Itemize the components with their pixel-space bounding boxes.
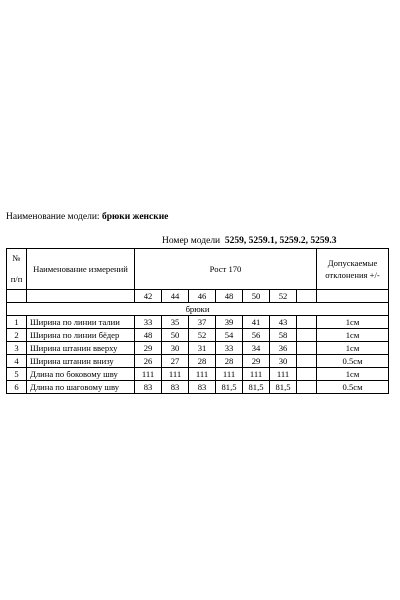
header-number: [7, 249, 27, 290]
row-tolerance: 1см: [317, 316, 389, 329]
header-number-pp: п/п: [10, 274, 23, 284]
sizes-blank-cell: [7, 290, 27, 303]
row-number: 3: [7, 342, 27, 355]
row-value: 56: [243, 329, 270, 342]
row-value: 37: [189, 316, 216, 329]
size-header-cell: 44: [162, 290, 189, 303]
sizes-blank-cell: [317, 290, 389, 303]
row-value: 41: [243, 316, 270, 329]
row-value: 111: [270, 368, 297, 381]
model-name-line: [6, 212, 168, 222]
row-value: 34: [243, 342, 270, 355]
row-number: 5: [7, 368, 27, 381]
row-value: 81,5: [243, 381, 270, 394]
table-row: [7, 342, 389, 355]
size-header-cell: 52: [270, 290, 297, 303]
row-value-blank: [297, 316, 317, 329]
row-value: 83: [189, 381, 216, 394]
row-measure-name: Ширина штанин вверху: [27, 342, 135, 355]
row-value: 50: [162, 329, 189, 342]
row-tolerance: 1см: [317, 368, 389, 381]
row-value: 83: [162, 381, 189, 394]
row-value: 111: [189, 368, 216, 381]
row-measure-name: Ширина по линии талии: [27, 316, 135, 329]
row-value: 28: [189, 355, 216, 368]
sizes-blank-cell: [27, 290, 135, 303]
row-value: 83: [135, 381, 162, 394]
row-value: 48: [135, 329, 162, 342]
table-row: [7, 368, 389, 381]
section-title: брюки: [7, 303, 389, 316]
row-number: 6: [7, 381, 27, 394]
row-value: 31: [189, 342, 216, 355]
row-tolerance: 1см: [317, 342, 389, 355]
row-value: 39: [216, 316, 243, 329]
row-value: 26: [135, 355, 162, 368]
row-tolerance: 1см: [317, 329, 389, 342]
row-measure-name: Длина по шаговому шву: [27, 381, 135, 394]
row-tolerance: 0.5см: [317, 355, 389, 368]
row-number: 4: [7, 355, 27, 368]
row-value: 52: [189, 329, 216, 342]
section-row: [7, 303, 389, 316]
header-row: [7, 249, 389, 290]
header-tolerance: Допускаемые отклонения +/-: [317, 249, 389, 290]
row-measure-name: Длина по боковому шву: [27, 368, 135, 381]
row-value: 43: [270, 316, 297, 329]
row-tolerance: 0.5см: [317, 381, 389, 394]
row-value: 36: [270, 342, 297, 355]
row-value: 29: [243, 355, 270, 368]
model-name-label: Наименование модели:: [6, 212, 100, 222]
sizes-row: [7, 290, 389, 303]
row-value: 111: [162, 368, 189, 381]
model-number-line: [162, 236, 337, 246]
row-number: 2: [7, 329, 27, 342]
row-measure-name: Ширина по линии бёдер: [27, 329, 135, 342]
table-row: [7, 381, 389, 394]
row-value: 111: [135, 368, 162, 381]
row-value-blank: [297, 355, 317, 368]
model-number-label: Номер модели: [162, 236, 221, 246]
header-height: Рост 170: [135, 249, 317, 290]
header-measure: Наименование измерений: [27, 249, 135, 290]
header-number-symbol: №: [12, 253, 21, 263]
row-value: 33: [216, 342, 243, 355]
row-value: 111: [243, 368, 270, 381]
row-value-blank: [297, 342, 317, 355]
row-value-blank: [297, 381, 317, 394]
table-row: [7, 316, 389, 329]
row-value: 35: [162, 316, 189, 329]
row-value: 29: [135, 342, 162, 355]
row-value: 27: [162, 355, 189, 368]
model-name-value: брюки женские: [101, 212, 169, 222]
row-value: 81,5: [270, 381, 297, 394]
model-number-value: 5259, 5259.1, 5259.2, 5259.3: [224, 236, 337, 246]
row-value: 54: [216, 329, 243, 342]
table-row: [7, 329, 389, 342]
size-header-cell: 42: [135, 290, 162, 303]
sizes-blank-cell: [297, 290, 317, 303]
measurement-table: [6, 248, 389, 394]
size-header-cell: 48: [216, 290, 243, 303]
row-measure-name: Ширина штанин внизу: [27, 355, 135, 368]
row-value: 81,5: [216, 381, 243, 394]
row-value-blank: [297, 329, 317, 342]
row-value-blank: [297, 368, 317, 381]
row-value: 111: [216, 368, 243, 381]
row-value: 30: [162, 342, 189, 355]
row-number: 1: [7, 316, 27, 329]
table-row: [7, 355, 389, 368]
row-value: 28: [216, 355, 243, 368]
row-value: 30: [270, 355, 297, 368]
size-header-cell: 46: [189, 290, 216, 303]
row-value: 33: [135, 316, 162, 329]
size-header-cell: 50: [243, 290, 270, 303]
row-value: 58: [270, 329, 297, 342]
